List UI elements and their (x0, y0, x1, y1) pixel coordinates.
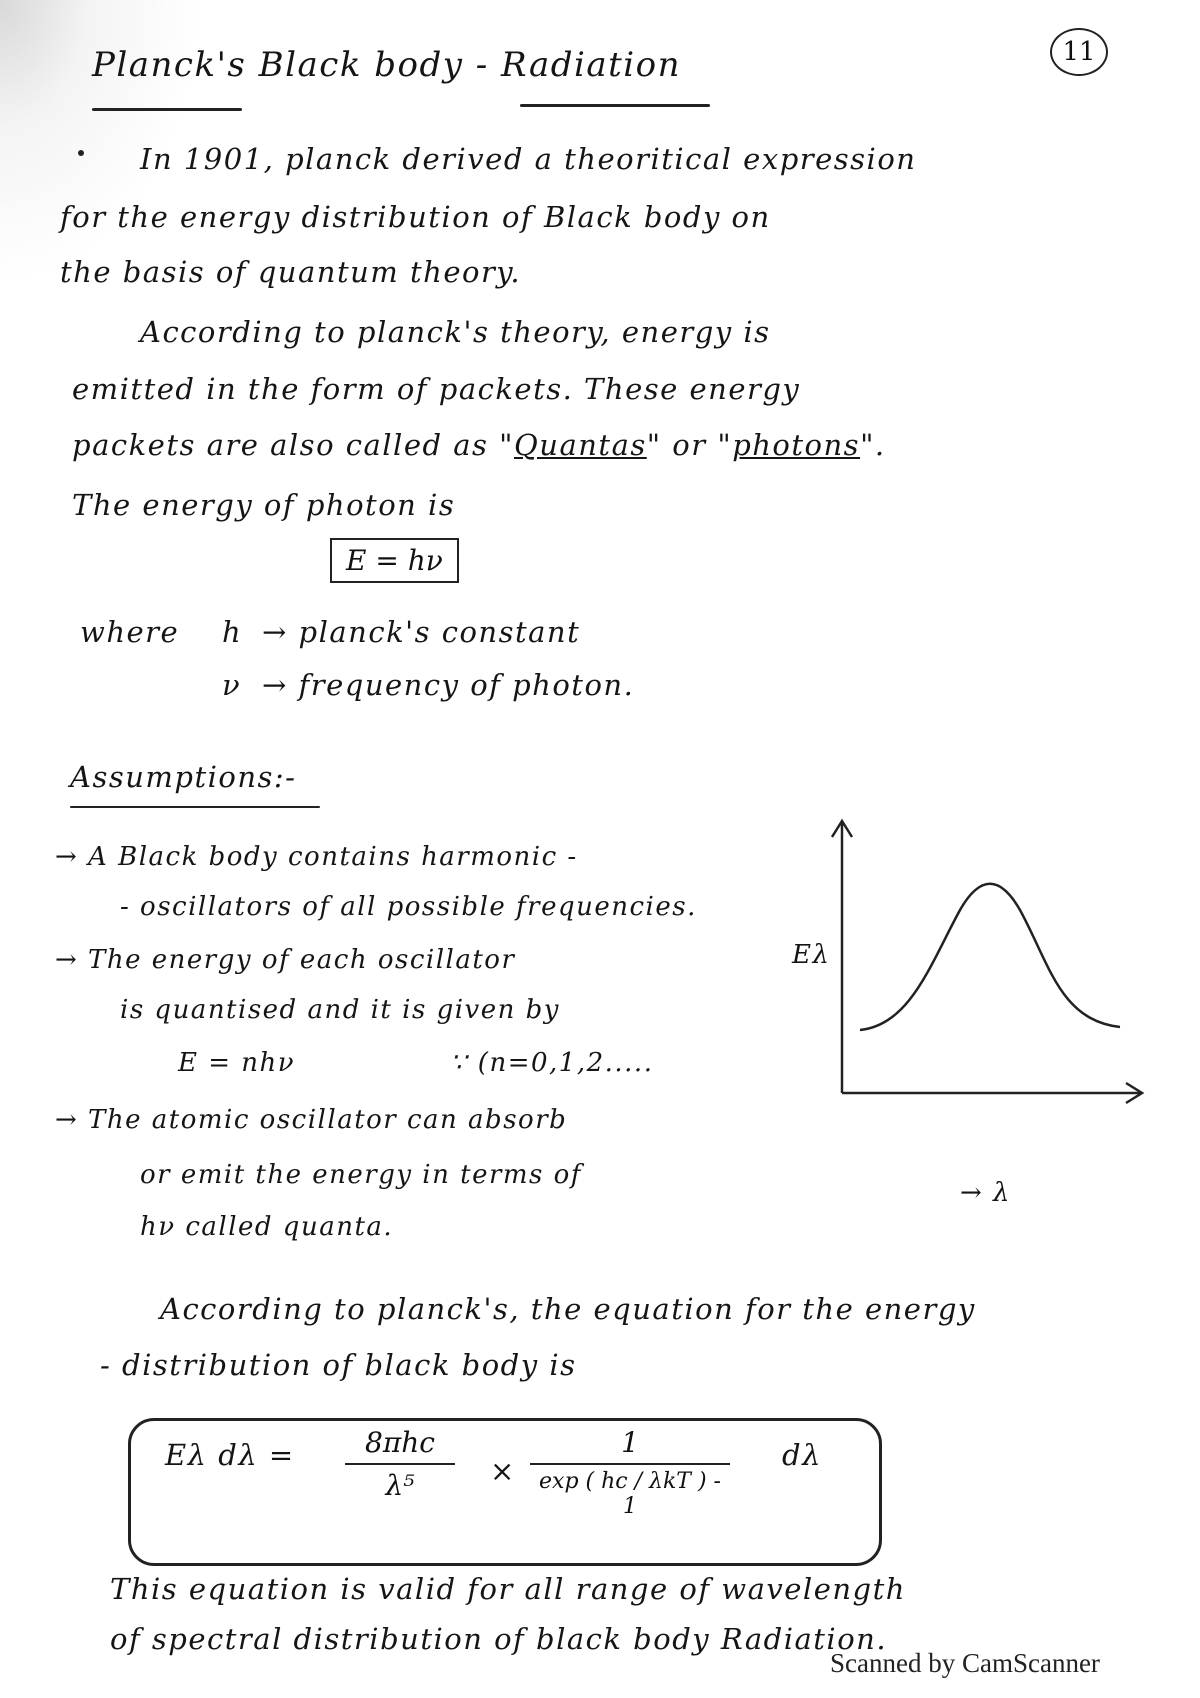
fraction-2-numerator: 1 (621, 1426, 639, 1459)
graph-x-label: → λ (960, 1178, 1012, 1208)
photon-energy-formula: E = hν (330, 538, 459, 583)
h-symbol: h (222, 615, 243, 649)
assumptions-heading: Assumptions:- (70, 760, 297, 794)
equation-intro-line-2: - distribution of black body is (100, 1348, 577, 1382)
scanner-watermark: Scanned by CamScanner (830, 1648, 1100, 1678)
fraction-2-denominator: exp ( hc / λkT ) - 1 (539, 1469, 721, 1519)
fraction-1 (345, 1426, 455, 1502)
equation-intro-line-1: According to planck's, the equation for the energy (160, 1292, 976, 1326)
assumption-1-line-1: → A Black body contains harmonic - (55, 842, 578, 872)
fraction-1-denominator: λ⁵ (385, 1469, 415, 1502)
graph-curve (860, 884, 1120, 1030)
theory-line-1: According to planck's theory, energy is (140, 315, 771, 349)
theory-line-3-end: ". (860, 428, 886, 462)
graph-y-label: Eλ (792, 940, 831, 970)
bullet-dot (78, 150, 84, 156)
nu-symbol: ν (222, 668, 242, 702)
theory-line-2: emitted in the form of packets. These energy (72, 372, 801, 406)
nu-description: → frequency of photon. (262, 668, 635, 702)
assumption-2-formula: E = nhν (178, 1048, 296, 1078)
h-description: → planck's constant (262, 615, 581, 649)
title-underline-2 (520, 104, 710, 107)
times-sign: × (490, 1454, 516, 1488)
quantas-word: Quantas (514, 428, 647, 462)
fraction-2 (530, 1426, 730, 1519)
photons-word: photons (732, 428, 861, 462)
assumption-3-line-1: → The atomic oscillator can absorb (55, 1105, 568, 1135)
intro-line-1: In 1901, planck derived a theoritical expression (140, 142, 917, 176)
intro-line-3: the basis of quantum theory. (60, 255, 522, 289)
page-title: Planck's Black body - Radiation (92, 45, 682, 85)
theory-line-3-start: packets are also called as " (72, 428, 514, 462)
conclusion-line-1: This equation is valid for all range of wavelength (110, 1572, 906, 1606)
photon-energy-label: The energy of photon is (72, 488, 456, 522)
fraction-2-bar (530, 1463, 730, 1465)
blackbody-curve-sketch (800, 815, 1160, 1125)
page-number-circle: 11 (1050, 28, 1108, 76)
equation-lhs: Eλ dλ = (165, 1438, 295, 1472)
assumptions-underline (70, 806, 320, 808)
assumption-2-line-2: is quantised and it is given by (120, 995, 560, 1025)
where-label: where (80, 615, 180, 649)
fraction-1-bar (345, 1463, 455, 1465)
equation-rhs: dλ (782, 1438, 822, 1472)
theory-line-3-mid: " or " (646, 428, 733, 462)
assumption-3-line-2: or emit the energy in terms of (140, 1160, 582, 1190)
fraction-1-numerator: 8πhc (365, 1426, 435, 1459)
assumption-3-line-3: hν called quanta. (140, 1212, 394, 1242)
assumption-1-line-2: - oscillators of all possible frequencies. (120, 892, 697, 922)
intro-line-2: for the energy distribution of Black body on (60, 200, 771, 234)
assumption-2-line-1: → The energy of each oscillator (55, 945, 516, 975)
title-underline (92, 108, 242, 111)
conclusion-line-2: of spectral distribution of black body Radiation. (110, 1622, 888, 1656)
theory-line-3 (72, 428, 886, 462)
assumption-2-note: ∵ (n=0,1,2..... (450, 1048, 654, 1078)
